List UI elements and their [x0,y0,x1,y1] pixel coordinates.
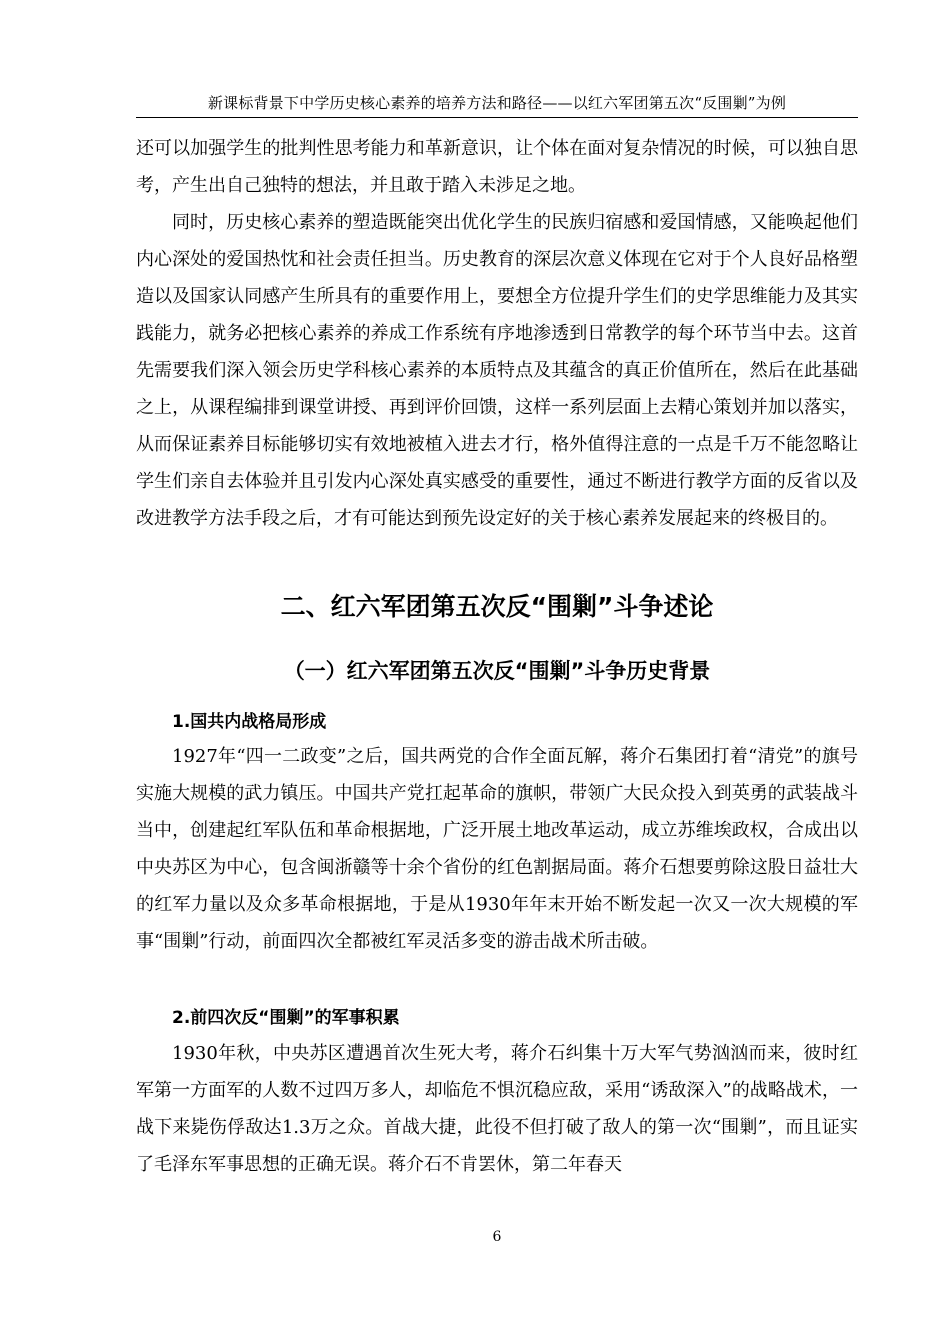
item-1-paragraph: 1927年“四一二政变”之后，国共两党的合作全面瓦解，蒋介石集团打着“清党”的旗号实施大规模的武力镇压。中国共产党扛起革命的旗帜，带领广大民众投入到英勇的武装战斗当中，创建起红军队伍和革命根据地，广泛开展土地改革运动，成立苏维埃政权，合成出以中央苏区为中心，包含闽浙赣等十余个省份的红色割据局面。蒋介石想要剪除这股日益壮大的红军力量以及众多革命根据地，于是从1930年年末开始不断发起一次又一次大规模的军事“围剿”行动，前面四次全都被红军灵活多变的游击战术所击破。 [136,746,858,952]
item-1-text [136,738,858,960]
subsection-title: （一）红六军团第五次反“围剿”斗争历史背景 [283,659,711,683]
intro-paragraph-2: 同时，历史核心素养的塑造既能突出优化学生的民族归宿感和爱国情感，又能唤起他们内心深处的爱国热忱和社会责任担当。历史教育的深层次意义体现在它对于个人良好品格塑造以及国家认同感产生所具有的重要作用上，要想全方位提升学生们的史学思维能力及其实践能力，就务必把核心素养的养成工作系统有序地渗透到日常教学的每个环节当中去。这首先需要我们深入领会历史学科核心素养的本质特点及其蕴含的真正价值所在，然后在此基础之上，从课程编排到课堂讲授、再到评价回馈，这样一系列层面上去精心策划并加以落实，从而保证素养目标能够切实有效地被植入进去才行，格外值得注意的一点是千万不能忽略让学生们亲自去体验并且引发内心深处真实感受的重要性，通过不断进行教学方面的反省以及改进教学方法手段之后，才有可能达到预先设定好的关于核心素养发展起来的终极目的。 [136,212,858,529]
item-2-heading: 2.前四次反“围剿”的军事积累 [172,1008,400,1028]
section-title: 二、红六军团第五次反“围剿”斗争述论 [280,592,714,621]
item-2-text [136,1035,858,1183]
intro-paragraph-1: 还可以加强学生的批判性思考能力和革新意识，让个体在面对复杂情况的时候，可以独自思考，产生出自己独特的想法，并且敢于踏入未涉足之地。 [136,138,858,196]
header-rule [136,117,858,118]
intro-text [136,130,858,537]
item-2-paragraph: 1930年秋，中央苏区遭遇首次生死大考，蒋介石纠集十万大军气势汹汹而来，彼时红军第一方面军的人数不过四万多人，却临危不惧沉稳应敌，采用“诱敌深入”的战略战术，一战下来毙伤俘敌达1.3万之众。首战大捷，此役不但打破了敌人的第一次“围剿”，而且证实了毛泽东军事思想的正确无误。蒋介石不肯罢休，第二年春天 [136,1043,858,1175]
item-1-heading: 1.国共内战格局形成 [172,712,327,732]
running-header: 新课标背景下中学历史核心素养的培养方法和路径——以红六军团第五次“反围剿”为例 [207,94,787,112]
page-number: 6 [492,1229,502,1245]
